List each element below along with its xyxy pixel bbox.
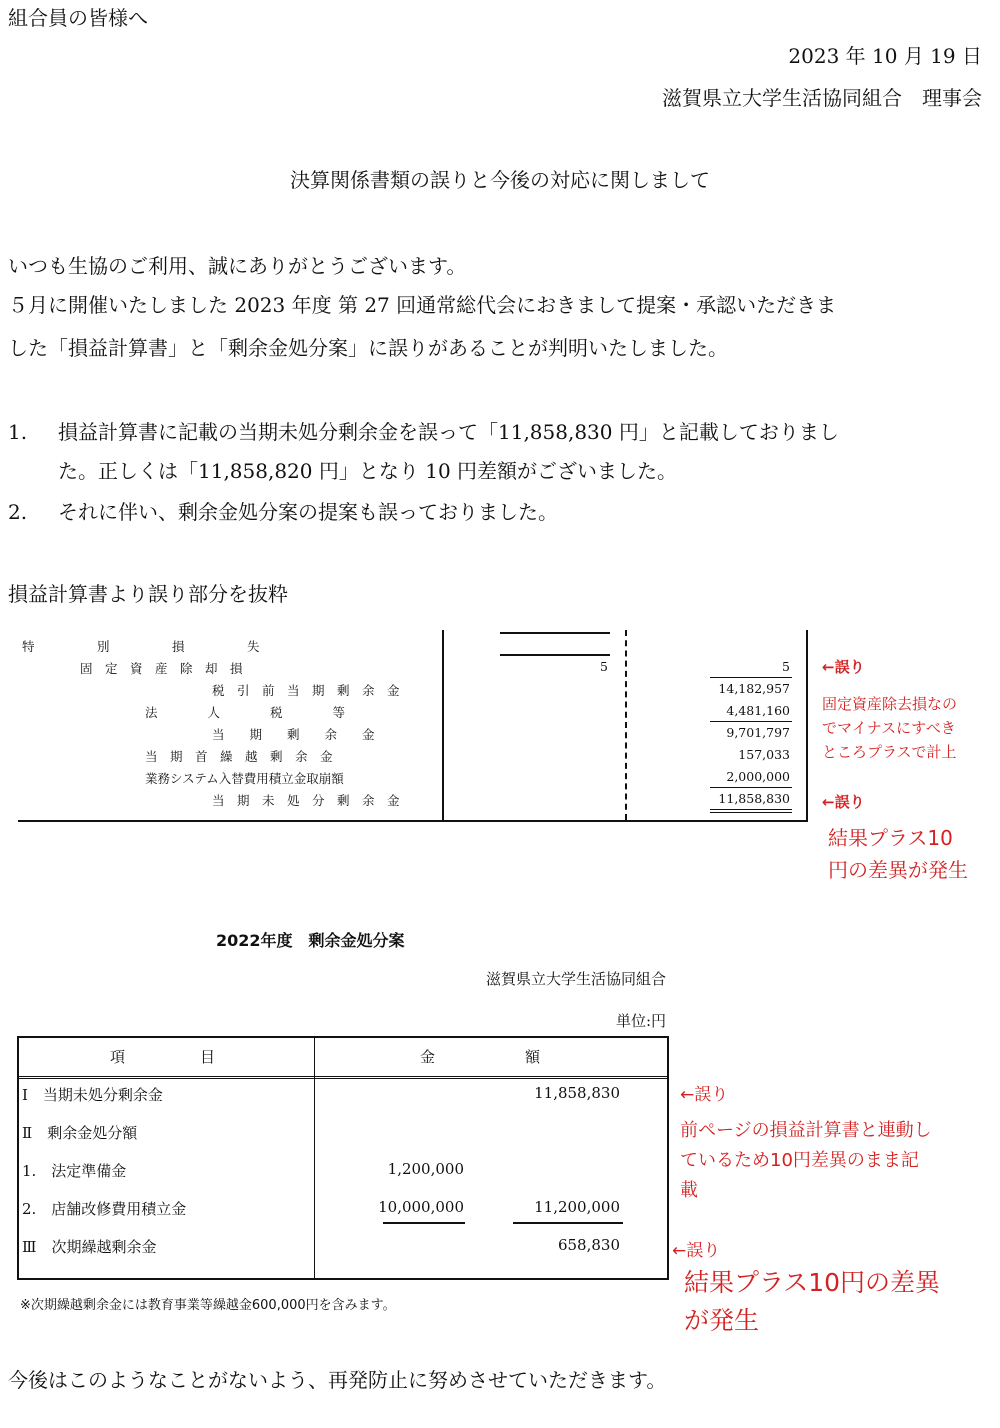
document-title: 決算関係書類の誤りと今後の対応に関しまして (290, 168, 710, 192)
pl-row-right: 9,701,797 (726, 725, 790, 740)
pl-rule (710, 721, 792, 722)
surplus-result-note (684, 1264, 940, 1340)
pl-error-note-1: ←誤り (822, 658, 865, 676)
surplus-row-mid: 1,200,000 (387, 1160, 464, 1178)
surplus-row-right: 11,858,830 (534, 1084, 620, 1102)
surplus-header-item: 項 目 (110, 1048, 216, 1066)
surplus-header-amount: 金 額 (420, 1048, 541, 1066)
pl-row-right: 4,481,160 (726, 703, 790, 718)
salutation: 組合員の皆様へ (8, 6, 148, 30)
pl-row-right: 5 (782, 659, 790, 674)
surplus-row-mid: 10,000,000 (378, 1198, 464, 1216)
intro-line-3: した「損益計算書」と「剰余金処分案」に誤りがあることが判明いたしました。 (8, 336, 728, 360)
surplus-rule (383, 1222, 465, 1224)
surplus-explain-line: 前ページの損益計算書と連動し (680, 1120, 932, 1141)
pl-result-note (828, 822, 968, 886)
pl-bottom-rule (18, 820, 806, 822)
surplus-footnote: ※次期繰越剰余金には教育事業等繰越金600,000円を含みます。 (20, 1298, 396, 1313)
item-1-line-2: た。正しくは「11,858,820 円」となり 10 円差額がございました。 (58, 459, 678, 483)
pl-row-label: 当 期 首 繰 越 剰 余 金 (145, 749, 333, 764)
item-2-number: 2. (8, 500, 28, 524)
item-2-line-1: それに伴い、剰余金処分案の提案も誤っておりました。 (58, 500, 558, 524)
surplus-row-label: 2. 店舗改修費用積立金 (22, 1200, 187, 1218)
surplus-result-line: が発生 (684, 1306, 760, 1335)
pl-right-border (806, 630, 808, 822)
surplus-row-label: Ⅲ 次期繰越剰余金 (22, 1238, 157, 1256)
pl-row-mid: 5 (600, 659, 608, 674)
pl-row-label: 当 期 未 処 分 剰 余 金 (212, 793, 400, 808)
surplus-header-rule (19, 1076, 667, 1079)
pl-error-note-2: ←誤り (822, 793, 865, 811)
pl-rule (710, 812, 792, 813)
pl-row-label: 当 期 剰 余 金 (212, 727, 375, 742)
excerpt-label: 損益計算書より誤り部分を抜粋 (8, 582, 288, 606)
pl-row-label: 税 引 前 当 期 剰 余 金 (212, 683, 400, 698)
pl-explain-note (822, 692, 957, 764)
pl-row-label: 法 人 税 等 (145, 705, 346, 720)
pl-explain-line: 固定資産除去損なの (822, 695, 958, 713)
surplus-org: 滋賀県立大学生活協同組合 (485, 970, 666, 988)
surplus-explain-note (680, 1116, 932, 1206)
pl-divider (442, 630, 444, 822)
pl-dashed-divider (625, 630, 627, 820)
pl-rule (710, 677, 792, 678)
surplus-explain-line: 載 (680, 1180, 698, 1201)
surplus-rule (513, 1222, 623, 1224)
pl-top-rule-mid (500, 632, 610, 634)
intro-line-2: ５月に開催いたしました 2023 年度 第 27 回通常総代会におきまして提案・承認いただきま (8, 293, 837, 317)
pl-rule (710, 809, 792, 810)
surplus-row-right: 11,200,000 (534, 1198, 620, 1216)
surplus-unit: 単位:円 (615, 1012, 666, 1030)
pl-row-label: 業務システム入替費用積立金取崩額 (145, 771, 344, 786)
intro-line-1: いつも生協のご利用、誠にありがとうございます。 (8, 254, 467, 278)
pl-explain-line: でマイナスにすべき (822, 719, 956, 737)
pl-row-right: 14,182,957 (718, 681, 790, 696)
pl-result-line: 円の差異が発生 (828, 858, 968, 882)
pl-row-right: 157,033 (738, 747, 790, 762)
closing-text: 今後はこのようなことがないよう、再発防止に努めさせていただきます。 (8, 1368, 667, 1392)
sender: 滋賀県立大学生活協同組合 理事会 (662, 86, 982, 110)
pl-row-right: 2,000,000 (726, 769, 790, 784)
surplus-row-label: 1. 法定準備金 (22, 1162, 127, 1180)
surplus-result-line: 結果プラス10円の差異 (684, 1268, 941, 1297)
pl-rule-mid (500, 654, 610, 656)
pl-row-right: 11,858,830 (718, 791, 790, 806)
pl-result-line: 結果プラス10 (828, 826, 953, 850)
surplus-row-label: Ⅱ 剰余金処分額 (22, 1124, 138, 1142)
pl-explain-line: ところプラスで計上 (822, 743, 957, 761)
surplus-col-divider (314, 1038, 315, 1278)
pl-rule (710, 787, 792, 788)
date: 2023 年 10 月 19 日 (788, 44, 982, 68)
surplus-error-note-2: ←誤り (672, 1241, 721, 1261)
surplus-error-note-1: ←誤り (680, 1085, 729, 1105)
pl-row-label: 特 別 損 失 (22, 639, 260, 654)
surplus-row-label: Ⅰ 当期未処分剰余金 (22, 1086, 163, 1104)
surplus-title: 2022年度 剰余金処分案 (216, 931, 405, 950)
item-1-line-1: 損益計算書に記載の当期未処分剰余金を誤って「11,858,830 円」と記載しておりまし (58, 420, 839, 444)
pl-row-label: 固 定 資 産 除 却 損 (80, 661, 243, 676)
surplus-explain-line: ているため10円差異のまま記 (680, 1150, 919, 1171)
item-1-number: 1. (8, 420, 28, 444)
surplus-row-right: 658,830 (557, 1236, 620, 1254)
